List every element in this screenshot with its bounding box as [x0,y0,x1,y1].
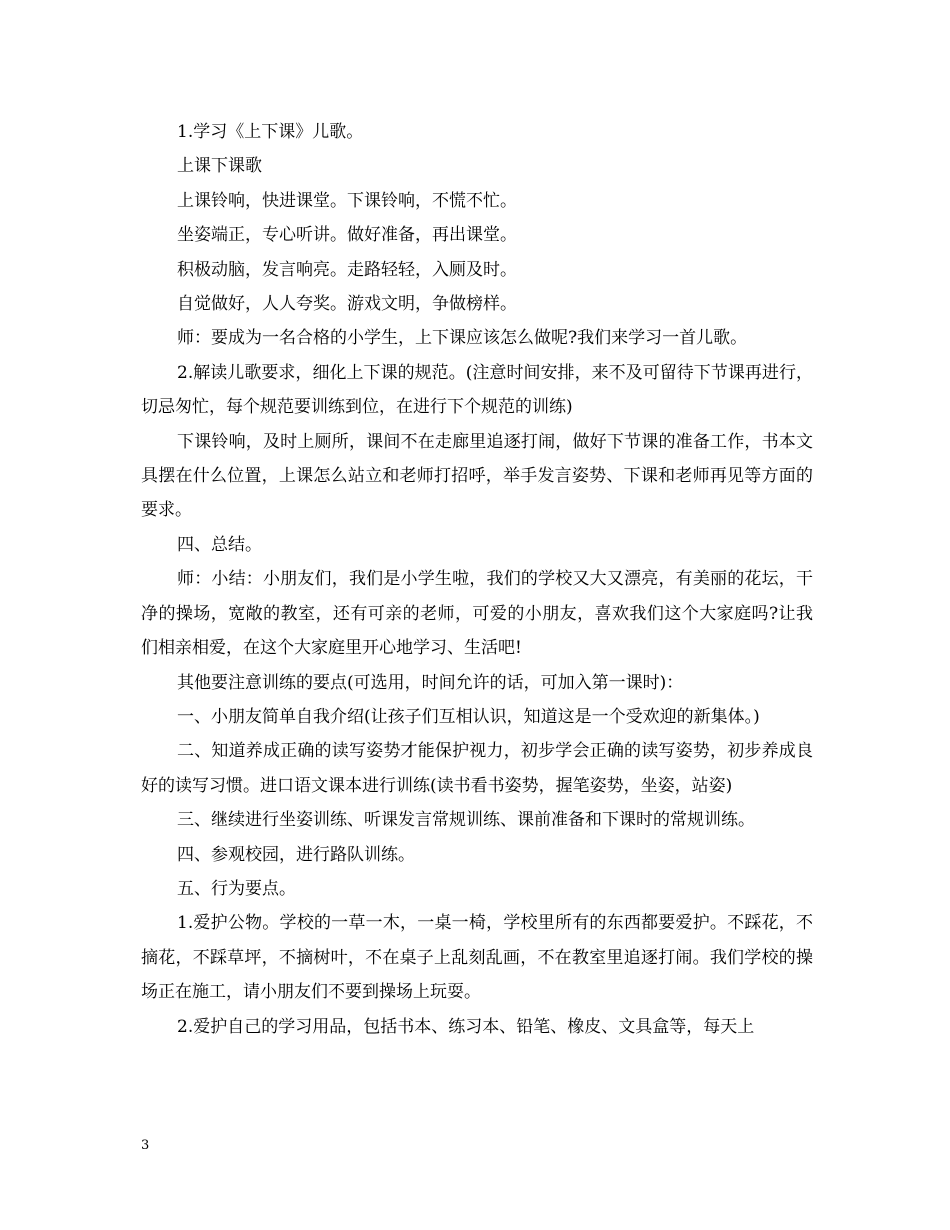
paragraph: 2.解读儿歌要求，细化上下课的规范。(注意时间安排，来不及可留待下节课再进行，切忌匆忙，每个规范要训练到位，在进行下个规范的训练) [141,362,813,418]
paragraph: 其他要注意训练的要点(可选用，时间允许的话，可加入第一课时)： [177,672,684,693]
page-number: 3 [141,1138,150,1153]
paragraph: 三、继续进行坐姿训练、听课发言常规训练、课前准备和下课时的常规训练。 [177,810,755,831]
paragraph: 上课铃响，快进课堂。下课铃响，不慌不忙。 [177,190,517,211]
paragraph: 二、知道养成正确的读写姿势才能保护视力，初步学会正确的读写姿势，初步养成良好的读写习惯。进口语文课本进行训练(读书看书姿势，握笔姿势，坐姿，站姿) [141,741,813,796]
paragraph: 上课下课歌 [177,156,262,177]
paragraph: 1.爱护公物。学校的一草一木，一桌一椅，学校里所有的东西都要爱护。不踩花，不摘花，不踩草坪，不摘树叶，不在桌子上乱刻乱画，不在教室里追逐打闹。我们学校的操场正在施工，请小朋友们不要到操场上玩耍。 [141,913,813,1003]
paragraph: 师：小结：小朋友们，我们是小学生啦，我们的学校又大又漂亮，有美丽的花坛，干净的操场，宽敞的教室，还有可亲的老师，可爱的小朋友，喜欢我们这个大家庭吗?让我们相亲相爱，在这个大家庭里开心地学习、生活吧! [141,569,813,659]
paragraph: 师：要成为一名合格的小学生，上下课应该怎么做呢?我们来学习一首儿歌。 [177,328,748,349]
paragraph: 积极动脑，发言响亮。走路轻轻，入厕及时。 [177,259,517,280]
paragraph: 五、行为要点。 [177,878,296,899]
paragraph: 四、总结。 [177,534,262,555]
paragraph: 2.爱护自己的学习用品，包括书本、练习本、铅笔、橡皮、文具盒等，每天上 [177,1016,755,1037]
paragraph: 坐姿端正，专心听讲。做好准备，再出课堂。 [177,225,517,246]
paragraph: 四、参观校园，进行路队训练。 [177,844,415,865]
paragraph: 一、小朋友简单自我介绍(让孩子们互相认识，知道这是一个受欢迎的新集体。) [177,706,760,727]
body-text [141,115,813,1044]
paragraph: 下课铃响，及时上厕所，课间不在走廊里追逐打闹，做好下节课的准备工作，书本文具摆在什么位置，上课怎么站立和老师打招呼，举手发言姿势、下课和老师再见等方面的要求。 [141,431,813,521]
paragraph: 1.学习《上下课》儿歌。 [177,122,364,142]
paragraph: 自觉做好，人人夸奖。游戏文明，争做榜样。 [177,294,517,315]
